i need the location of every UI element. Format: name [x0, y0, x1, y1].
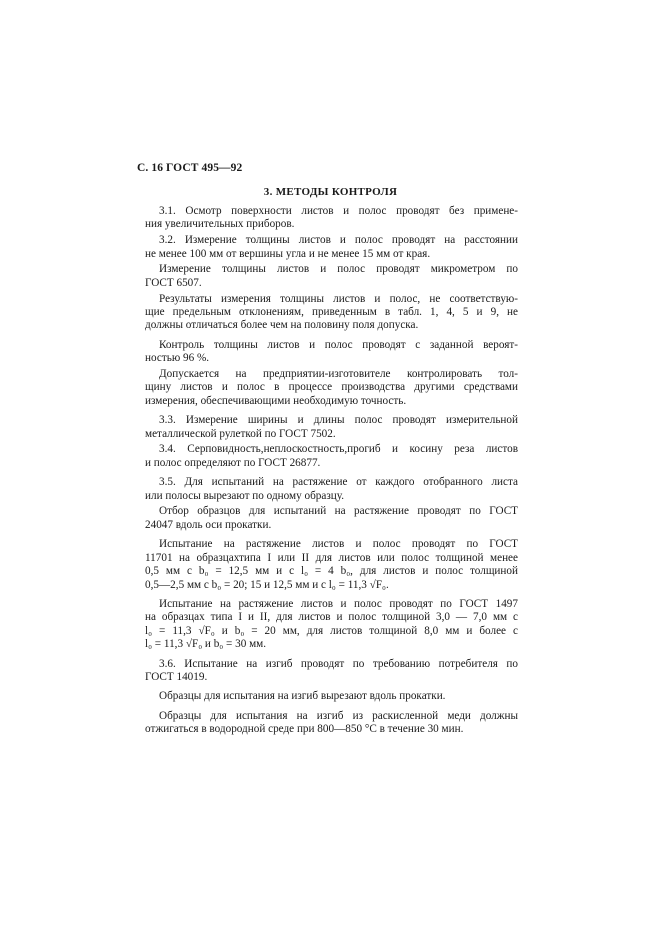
text-line: отжигаться в водородной среде при 800—850 °С в течение 30 мин.: [145, 723, 464, 736]
text-line: Измерение толщины листов и полос проводят микрометром по: [159, 263, 518, 276]
text-line: l₀ = 11,3 √F₀ и b₀ = 20 мм, для листов толщиной 8,0 мм и более с: [145, 624, 518, 637]
text-line: 0,5—2,5 мм с b₀ = 20; 15 и 12,5 мм и с l₀ = 11,3 √F₀.: [145, 578, 389, 591]
paragraph: [145, 205, 518, 232]
text-line: 3.6. Испытание на изгиб проводят по требованию потребителя по: [159, 657, 518, 670]
text-line: 3.5. Для испытаний на растяжение от каждого отобранного листа: [159, 476, 518, 489]
text-line: 3.3. Измерение ширины и длины полос проводят измерительной: [159, 414, 518, 427]
text-line: Результаты измерения толщины листов и полос, не соответствую-: [159, 292, 518, 305]
text-line: должны отличаться более чем на половину поля допуска.: [145, 319, 419, 332]
text-line: 3.2. Измерение толщины листов и полос проводят на расстоянии: [159, 234, 518, 247]
text-line: Образцы для испытания на изгиб из раскисленной меди должны: [159, 709, 518, 722]
text-line: Испытание на растяжение листов и полос проводят по ГОСТ 1497: [159, 597, 518, 610]
paragraph: [145, 658, 518, 685]
paragraph: [145, 414, 518, 441]
text-line: 3.4. Серповидность,неплоскостность,прогиб и косину реза листов: [159, 443, 518, 456]
text-line: 11701 на образцахтипа I или II для листов или полос толщиной менее: [145, 551, 518, 564]
paragraph: [145, 263, 518, 290]
paragraph: [145, 443, 518, 470]
page-header: С. 16 ГОСТ 495—92: [137, 162, 243, 174]
text-line: 24047 вдоль оси прокатки.: [145, 518, 272, 531]
text-line: 3.1. Осмотр поверхности листов и полос проводят без примене-: [159, 205, 518, 217]
text-line: ностью 96 %.: [145, 352, 210, 365]
text-line: Испытание на растяжение листов и полос проводят по ГОСТ: [159, 538, 518, 551]
text-line: или полосы вырезают по одному образцу.: [145, 489, 344, 502]
text-line: щие предельным отклонениям, приведенным в табл. 1, 4, 5 и 9, не: [145, 306, 518, 319]
text-line: ГОСТ 6507.: [145, 276, 202, 289]
text-line: l₀ = 11,3 √F₀ и b₀ = 30 мм.: [145, 638, 267, 651]
text-line: щину листов и полос в процессе производства другими средствами: [145, 381, 518, 394]
paragraph: [145, 710, 518, 737]
text-line: измерения, обеспечивающими необходимую точность.: [145, 394, 407, 407]
text-line: Контроль толщины листов и полос проводят с заданной вероят-: [159, 338, 518, 351]
text-line: Образцы для испытания на изгиб вырезают вдоль прокатки.: [159, 690, 446, 703]
body-text: [145, 205, 518, 739]
paragraph: [145, 293, 518, 333]
paragraph: [145, 690, 518, 703]
text-line: ГОСТ 14019.: [145, 670, 208, 683]
paragraph: [145, 476, 518, 503]
text-line: металлической рулеткой по ГОСТ 7502.: [145, 427, 336, 440]
paragraph: [145, 368, 518, 408]
text-line: Отбор образцов для испытаний на растяжение проводят по ГОСТ: [159, 505, 518, 518]
text-line: 0,5 мм с b₀ = 12,5 мм и с l₀ = 4 b₀, для листов и полос толщиной: [145, 565, 518, 578]
text-line: на образцах типа I и II, для листов и полос толщиной 3,0 — 7,0 мм с: [145, 611, 518, 624]
section-title: 3. МЕТОДЫ КОНТРОЛЯ: [263, 186, 398, 198]
paragraph: [145, 538, 518, 592]
text-line: не менее 100 мм от вершины угла и не менее 15 мм от края.: [145, 247, 431, 260]
paragraph: [145, 339, 518, 366]
text-line: Допускается на предприятии-изготовителе контролировать тол-: [159, 368, 518, 381]
text-line: ния увеличительных приборов.: [145, 218, 295, 231]
text-line: и полос определяют по ГОСТ 26877.: [145, 456, 321, 469]
paragraph: [145, 505, 518, 532]
paragraph: [145, 598, 518, 652]
paragraph: [145, 234, 518, 261]
